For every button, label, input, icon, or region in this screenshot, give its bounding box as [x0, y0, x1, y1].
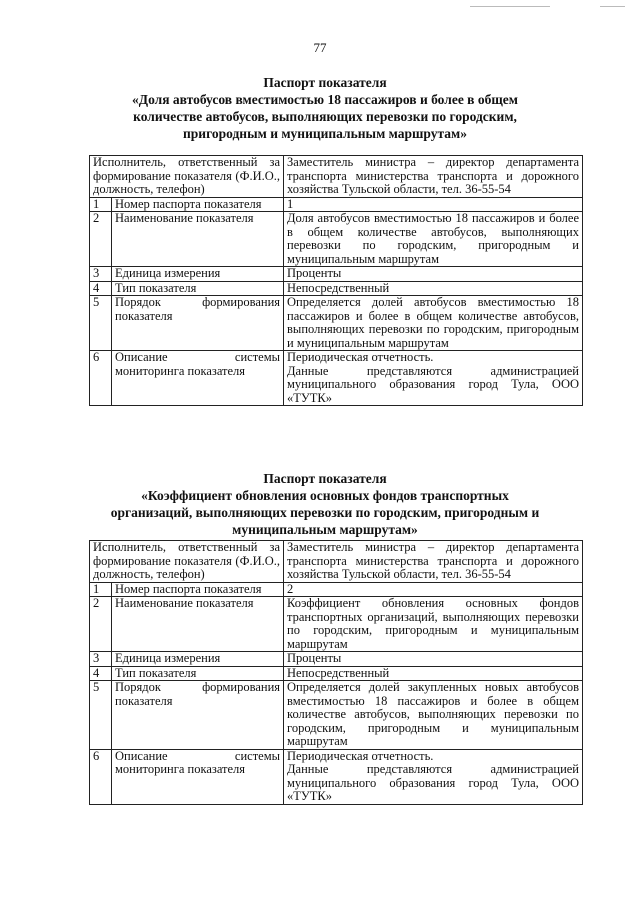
title-line: «Доля автобусов вместимостью 18 пассажиров и более в общем [132, 92, 518, 107]
page-number: 77 [313, 40, 327, 55]
row-number: 6 [90, 351, 112, 406]
title-line: организаций, выполняющих перевозки по городским, пригородным и [110, 505, 540, 520]
row-value: Проценты [284, 267, 583, 282]
title-line: Паспорт показателя [263, 75, 387, 90]
table-row [90, 749, 583, 804]
table-row [90, 281, 583, 296]
row-label: Порядок формирования показателя [112, 296, 284, 351]
table-row [90, 156, 583, 198]
passport-table-2 [89, 540, 583, 805]
row-number: 6 [90, 749, 112, 804]
executor-label: Исполнитель, ответственный за формирование показателя (Ф.И.О., должность, телефон) [90, 156, 284, 198]
row-number: 5 [90, 296, 112, 351]
executor-value: Заместитель министра – директор департамента транспорта министерства транспорта и дорожного хозяйства Тульской области, тел. 36-55-54 [284, 156, 583, 198]
table-row [90, 351, 583, 406]
row-value: Периодическая отчетность. Данные представляются администрацией муниципального образования город Тула, ООО «ТУТК» [284, 351, 583, 406]
title-line: Паспорт показателя [263, 471, 387, 486]
table-row [90, 267, 583, 282]
passport-table-1 [89, 155, 583, 406]
row-value: Периодическая отчетность. Данные представляются администрацией муниципального образования город Тула, ООО «ТУТК» [284, 749, 583, 804]
title-line: пригородным и муниципальным маршрутам» [183, 126, 467, 141]
row-number: 4 [90, 281, 112, 296]
executor-label: Исполнитель, ответственный за формирование показателя (Ф.И.О., должность, телефон) [90, 541, 284, 583]
table-row [90, 197, 583, 212]
row-number: 1 [90, 197, 112, 212]
scan-artifact [470, 6, 550, 7]
table-row [90, 582, 583, 597]
row-value: Непосредственный [284, 281, 583, 296]
title-line: муниципальным маршрутам» [232, 522, 418, 537]
row-value: Определяется долей закупленных новых автобусов вместимостью 18 пассажиров и более в общем количестве автобусов, выполняющих перевозки по городским, пригородным и муниципальным маршрутам [284, 681, 583, 750]
row-label: Номер паспорта показателя [112, 582, 284, 597]
row-label: Порядок формирования показателя [112, 681, 284, 750]
row-label: Номер паспорта показателя [112, 197, 284, 212]
table-row [90, 597, 583, 652]
row-label: Единица измерения [112, 267, 284, 282]
row-number: 4 [90, 666, 112, 681]
row-value: Проценты [284, 652, 583, 667]
row-number: 3 [90, 267, 112, 282]
table-row [90, 681, 583, 750]
row-number: 2 [90, 212, 112, 267]
executor-value: Заместитель министра – директор департамента транспорта министерства транспорта и дорожного хозяйства Тульской области, тел. 36-55-54 [284, 541, 583, 583]
row-value: Непосредственный [284, 666, 583, 681]
table-row [90, 666, 583, 681]
row-label: Тип показателя [112, 281, 284, 296]
row-number: 1 [90, 582, 112, 597]
row-number: 2 [90, 597, 112, 652]
row-label: Описание системы мониторинга показателя [112, 351, 284, 406]
row-value: Определяется долей автобусов вместимостью 18 пассажиров и более в общем количестве автобусов, выполняющих перевозки по городским, пригородным и муниципальным маршрутам [284, 296, 583, 351]
title-line: «Коэффициент обновления основных фондов транспортных [141, 488, 509, 503]
row-value: Доля автобусов вместимостью 18 пассажиров и более в общем количестве автобусов, выполняющих перевозки по городским, пригородным и муниципальным маршрутам [284, 212, 583, 267]
table-row [90, 541, 583, 583]
passport-title-1 [90, 74, 560, 142]
row-number: 5 [90, 681, 112, 750]
row-label: Тип показателя [112, 666, 284, 681]
table-row [90, 296, 583, 351]
row-number: 3 [90, 652, 112, 667]
title-line: количестве автобусов, выполняющих перевозки по городским, [133, 109, 517, 124]
passport-title-2 [80, 470, 570, 538]
row-label: Единица измерения [112, 652, 284, 667]
row-value: 1 [284, 197, 583, 212]
scan-artifact [600, 6, 625, 7]
table-row [90, 212, 583, 267]
table-row [90, 652, 583, 667]
row-value: 2 [284, 582, 583, 597]
row-label: Наименование показателя [112, 212, 284, 267]
row-label: Наименование показателя [112, 597, 284, 652]
row-label: Описание системы мониторинга показателя [112, 749, 284, 804]
row-value: Коэффициент обновления основных фондов транспортных организаций, выполняющих перевозки по городским, пригородным и муниципальным маршрутам [284, 597, 583, 652]
